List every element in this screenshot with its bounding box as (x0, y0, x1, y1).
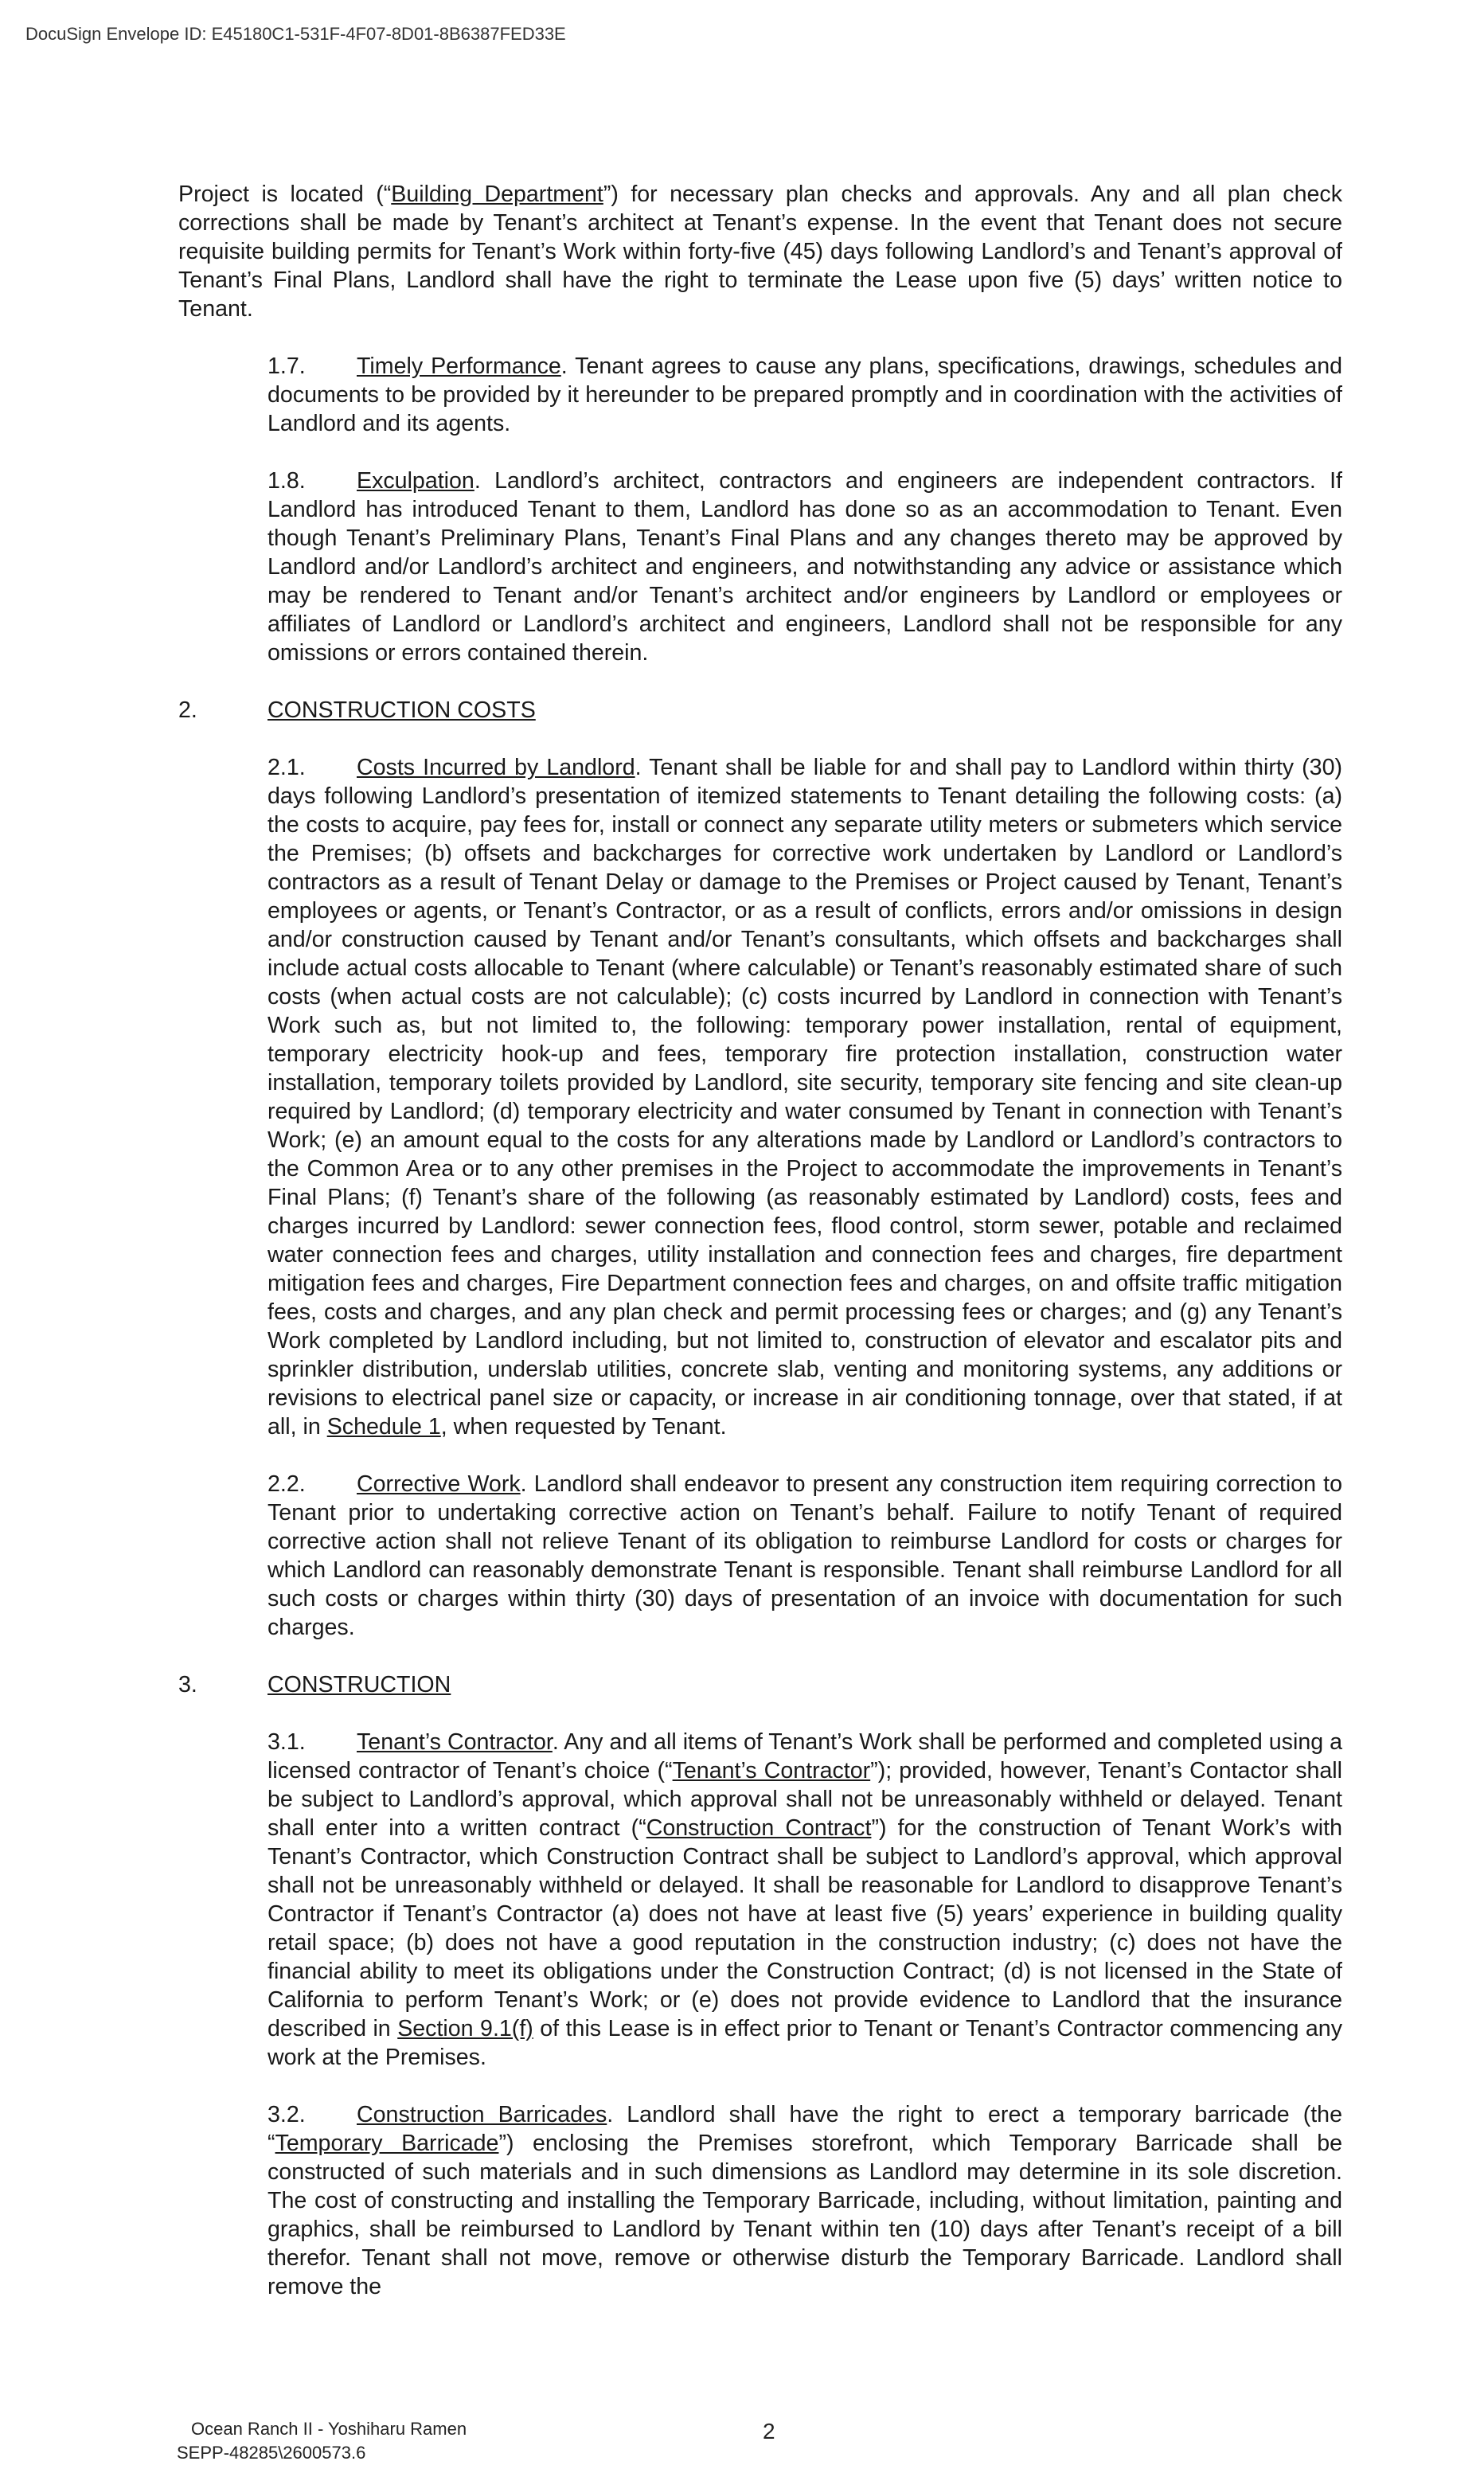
docusign-envelope-id: DocuSign Envelope ID: E45180C1-531F-4F07-8D01-8B6387FED33E (25, 24, 566, 44)
section-number: 2.1. (268, 755, 306, 780)
section-title: Timely Performance (357, 354, 561, 379)
section-3-1 (178, 1728, 1342, 2072)
section-1-7 (178, 352, 1342, 438)
defined-term: Building Department (391, 182, 603, 207)
defined-term: Construction Contract (646, 1815, 872, 1841)
section-text: . Landlord shall have the right to erect a temporary barricade (the “ (268, 2102, 1342, 2156)
section-text: . Landlord shall endeavor to present any construction item requiring correction to Tenant prior to undertaking corrective action on Tenant’s behalf. Failure to notify Tenant of required corrective action shall not relieve Tenant of its obligation to reimburse Landlord for costs or charges for which Landlord can reasonably demonstrate Tenant is responsible. Tenant shall reimburse Landlord for all such costs or charges within thirty (30) days of presentation of an invoice with documentation for such charges. (268, 1471, 1342, 1640)
section-number: 3.1. (268, 1729, 306, 1755)
section-text: ”); provided, however, Tenant’s Contactor shall be subject to Landlord’s approval, which approval shall not be unreasonably withheld or delayed. Tenant shall enter into a written contract (“ (268, 1758, 1342, 1841)
section-2-1 (178, 753, 1342, 1441)
section-text: . Landlord’s architect, contractors and engineers are independent contractors. If Landlord has introduced Tenant to them, Landlord has done so as an accommodation to Tenant. Even though Tenant’s Preliminary Plans, Tenant’s Final Plans and any changes thereto may be approved by Landlord and/or Landlord’s architect and engineers, and notwithstanding any advice or assistance which may be rendered to Tenant and/or Tenant’s architect and/or engineers by Landlord or employees or affiliates of Landlord or Landlord’s architect and engineers, Landlord shall not be responsible for any omissions or errors contained therein. (268, 468, 1342, 666)
section-text: . Tenant agrees to cause any plans, specifications, drawings, schedules and documents to be provided by it hereunder to be prepared promptly and in coordination with the activities of Landlord and its agents. (268, 354, 1342, 436)
section-title: Costs Incurred by Landlord (357, 755, 635, 780)
section-text: ”) for the construction of Tenant Work’s with Tenant’s Contractor, which Construction Contract shall be subject to Landlord’s approval, which approval shall not be unreasonably withheld or delayed. It shall be reasonable for Landlord to disapprove Tenant’s Contractor if Tenant’s Contractor (a) does not have at least five (5) years’ experience in building quality retail space; (b) does not have a good reputation in the construction industry; (c) does not have the financial ability to meet its obligations under the Construction Contract; (d) is not licensed in the State of California to perform Tenant’s Work; or (e) does not provide evidence to Landlord that the insurance described in (268, 1815, 1343, 2041)
defined-term: Temporary Barricade (275, 2131, 499, 2156)
section-text: . Tenant shall be liable for and shall pay to Landlord within thirty (30) days following Landlord’s presentation of itemized statements to Tenant detailing the following costs: (a) the costs to acquire, pay fees for, install or connect any separate utility meters or submeters which service the Premises; (b) offsets and backcharges for corrective work undertaken by Landlord or Landlord’s contractors as a result of Tenant Delay or damage to the Premises or Project caused by Tenant, Tenant’s employees or agents, or Tenant’s Contractor, or as a result of conflicts, errors and/or omissions in design and/or construction caused by Tenant and/or Tenant’s consultants, which offsets and backcharges shall include actual costs allocable to Tenant (where calculable) or Tenant’s reasonably estimated share of such costs (when actual costs are not calculable); (c) costs incurred by Landlord in connection with Tenant’s Work such as, but not limited to, the following: temporary power installation, rental of equipment, temporary electricity hook-up and fees, temporary fire protection installation, construction water installation, temporary toilets provided by Landlord, site security, temporary site fencing and site clean-up required by Landlord; (d) temporary electricity and water consumed by Tenant in connection with Tenant’s Work; (e) an amount equal to the costs for any alterations made by Landlord or Landlord’s contractors to the Common Area or to any other premises in the Project to accommodate the improvements in Tenant’s Final Plans; (f) Tenant’s share of the following (as reasonably estimated by Landlord) costs, fees and charges incurred by Landlord: sewer connection fees, flood control, storm sewer, potable and reclaimed water connection fees and charges, utility installation and connection fees and charges, fire department mitigation fees and charges, Fire Department connection fees and charges, on and offsite traffic mitigation fees, costs and charges, and any plan check and permit processing fees or charges; and (g) any Tenant’s Work completed by Landlord including, but not limited to, construction of elevator and escalator pits and sprinkler distribution, underslab utilities, concrete slab, venting and monitoring systems, any additions or revisions to electrical panel size or capacity, or increase in air conditioning tonnage, over that stated, if at all, in (268, 755, 1343, 1440)
section-text: . Any and all items of Tenant’s Work shall be performed and completed using a licensed contractor of Tenant’s choice (“ (268, 1729, 1342, 1783)
document-body (178, 180, 1342, 2330)
section-title: Construction Barricades (357, 2102, 607, 2127)
heading-3 (178, 1670, 1342, 1699)
section-number: 3.2. (268, 2102, 306, 2127)
defined-term: Tenant’s Contractor (672, 1758, 871, 1783)
text: Project is located (“ (178, 182, 392, 207)
section-text: , when requested by Tenant. (440, 1414, 727, 1440)
footer (177, 2417, 467, 2465)
section-title: Exculpation (357, 468, 474, 494)
section-3-2 (178, 2100, 1342, 2301)
heading-title: CONSTRUCTION (268, 1672, 451, 1697)
heading-title: CONSTRUCTION COSTS (268, 697, 536, 723)
text: ”) for necessary plan checks and approvals. Any and all plan check corrections shall be made by Tenant’s architect at Tenant’s expense. In the event that Tenant does not secure requisite building permits for Tenant’s Work within forty-five (45) days following Landlord’s and Tenant’s approval of Tenant’s Final Plans, Landlord shall have the right to terminate the Lease upon five (5) days’ written notice to Tenant. (178, 182, 1342, 322)
section-reference: Section 9.1(f) (397, 2016, 533, 2041)
section-1-8 (178, 467, 1342, 667)
page-number: 2 (763, 2419, 775, 2444)
section-text: ”) enclosing the Premises storefront, which Temporary Barricade shall be constructed of such materials and in such dimensions as Landlord may determine in its sole discretion. The cost of constructing and installing the Temporary Barricade, including, without limitation, painting and graphics, shall be reimbursed to Landlord by Tenant within ten (10) days after Tenant’s receipt of a bill therefor. Tenant shall not move, remove or otherwise disturb the Temporary Barricade. Landlord shall remove the (268, 2131, 1342, 2299)
footer-document-id: SEPP-48285\2600573.6 (177, 2443, 366, 2463)
section-2-2 (178, 1470, 1342, 1642)
footer-project-name: Ocean Ranch II - Yoshiharu Ramen (191, 2419, 467, 2439)
schedule-reference: Schedule 1 (326, 1414, 441, 1440)
heading-2 (178, 696, 1342, 725)
paragraph-continuation (178, 180, 1342, 323)
section-text: of this Lease is in effect prior to Tenant or Tenant’s Contractor commencing any work at the Premises. (268, 2016, 1342, 2070)
section-number: 1.7. (268, 354, 306, 379)
section-number: 1.8. (268, 468, 306, 494)
section-number: 2.2. (268, 1471, 306, 1497)
section-title: Corrective Work (357, 1471, 521, 1497)
section-title: Tenant’s Contractor (357, 1729, 553, 1755)
heading-number: 3. (178, 1672, 197, 1697)
heading-number: 2. (178, 697, 197, 723)
